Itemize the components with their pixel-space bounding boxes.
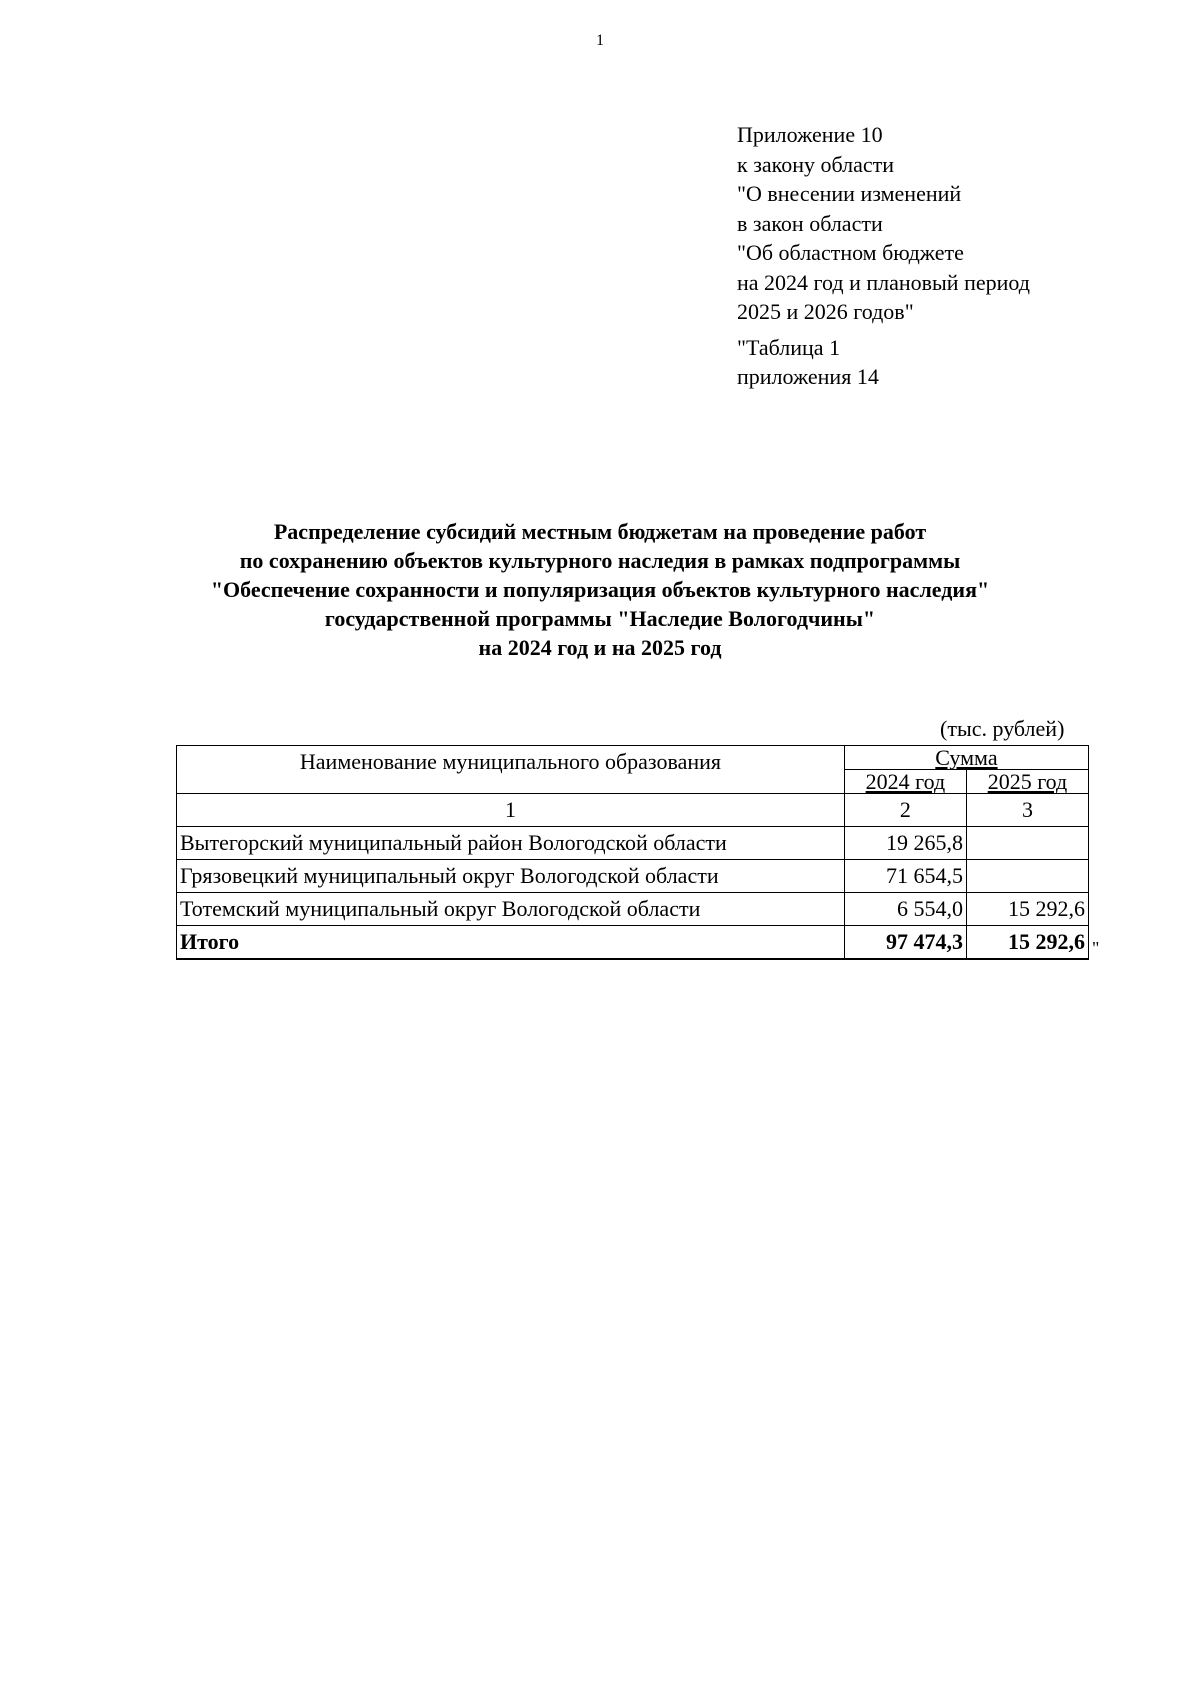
amount-2025 [966,860,1088,893]
appendix-line: "О внесении изменений [737,181,962,206]
table-reference-line: приложения 14 [737,364,879,389]
header-year-2025-text: 2025 год [987,769,1068,794]
total-label: Итого [177,926,845,960]
column-number-row [177,794,1089,827]
total-row [177,926,1089,960]
amount-2025: 15 292,6 [966,893,1088,926]
amount-2025 [966,827,1088,860]
units-label: (тыс. рублей) [940,716,1065,741]
closing-quote: " [1092,938,1100,958]
table-row [177,827,1089,860]
header-year-2025 [966,770,1088,794]
municipality-name: Грязовецкий муниципальный округ Вологодской области [177,860,845,893]
amount-2024: 71 654,5 [844,860,966,893]
appendix-block [737,120,1030,392]
total-2024: 97 474,3 [844,926,966,960]
municipality-name: Тотемский муниципальный округ Вологодской области [177,893,845,926]
appendix-line: Приложение 10 [737,122,883,147]
appendix-line: в закон области [737,210,883,236]
municipality-name: Вытегорский муниципальный район Вологодской области [177,827,845,860]
header-sum [844,746,1088,770]
title-line: государственной программы "Наследие Вологодчины" [324,606,876,631]
table-row [177,860,1089,893]
header-sum-text: Сумма [935,745,998,770]
appendix-line: на 2024 год и плановый период [737,269,1030,295]
title-line: по сохранению объектов культурного наследия в рамках подпрограммы [239,548,961,573]
title-line: на 2024 год и на 2025 год [478,635,722,660]
appendix-line: 2025 и 2026 годов" [737,299,914,324]
table-reference-line: "Таблица 1 [737,334,841,360]
table-row [177,893,1089,926]
subsidy-table [176,745,1089,960]
appendix-line: "Об областном бюджете [737,240,964,265]
document-title [150,517,1050,662]
total-2025: 15 292,6 [966,926,1088,960]
column-number: 3 [966,794,1088,827]
column-number: 1 [177,794,845,827]
header-municipality: Наименование муниципального образования [177,746,845,794]
title-line: "Обеспечение сохранности и популяризация объектов культурного наследия" [210,577,990,602]
table-header-row [177,746,1089,770]
appendix-line: к закону области [737,151,895,177]
column-number: 2 [844,794,966,827]
header-year-2024-text: 2024 год [865,769,946,794]
amount-2024: 19 265,8 [844,827,966,860]
amount-2024: 6 554,0 [844,893,966,926]
title-line: Распределение субсидий местным бюджетам на проведение работ [273,519,927,544]
page-number: 1 [596,32,604,49]
header-year-2024 [844,770,966,794]
